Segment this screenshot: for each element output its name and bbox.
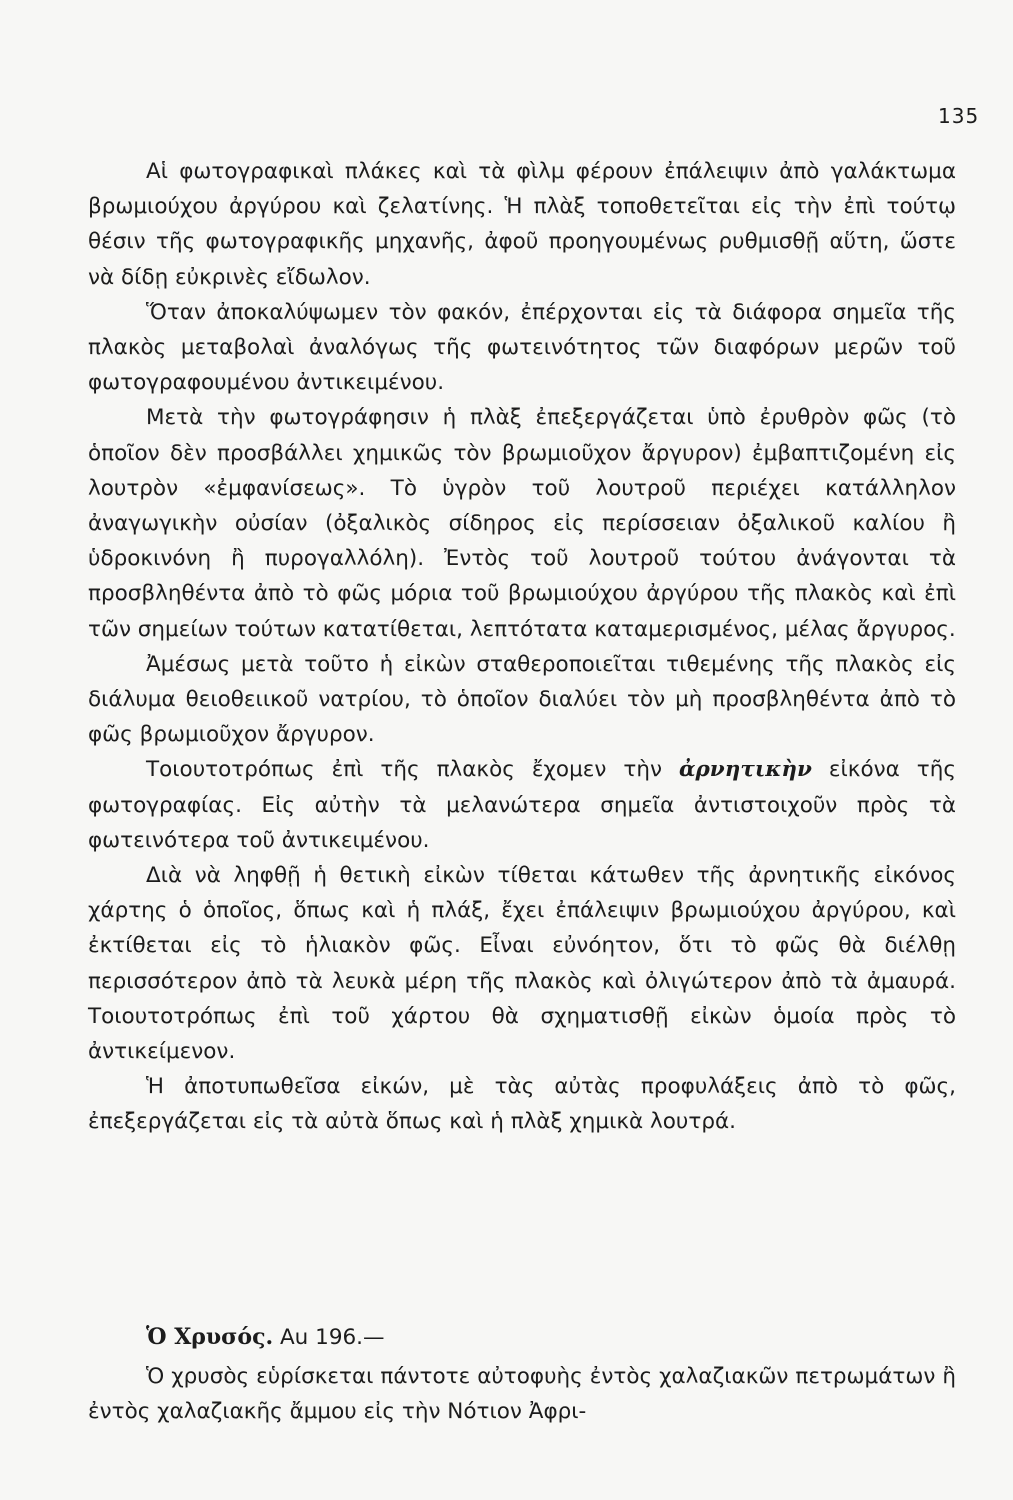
paragraph-negative-image <box>88 752 956 858</box>
paragraph-printed-image: Ἡ ἀποτυπωθεῖσα εἰκών, μὲ τὰς αὐτὰς προφυλάξεις ἀπὸ τὸ φῶς, ἐπεξεργάζεται εἰς τὰ αὐτὰ ὅπως καὶ ἡ πλὰξ χημικὰ λουτρά. <box>88 1074 956 1135</box>
paragraph-lens-exposure: Ὅταν ἀποκαλύψωμεν τὸν φακόν, ἐπέρχονται εἰς τὰ διάφορα σημεῖα τῆς πλακὸς μεταβολαὶ ἀναλόγως τῆς φωτεινότητος τῶν διαφόρων μερῶν τοῦ φωτογραφουμένου ἀντικειμένου. <box>88 299 956 396</box>
paragraph-fixing: Ἀμέσως μετὰ τοῦτο ἡ εἰκὼν σταθεροποιεῖται τιθεμένης τῆς πλακὸς εἰς διάλυμα θειοθειικοῦ νατρίου, τὸ ὁποῖον διαλύει τὸν μὴ προσβληθέντα ἀπὸ τὸ φῶς βρωμιοῦχον ἄργυρον. <box>88 651 956 748</box>
body-text <box>88 154 956 1140</box>
page-number: 135 <box>938 104 980 128</box>
section-title: Ὁ Χρυσός. <box>146 1324 274 1350</box>
paragraph-photographic-plates: Αἱ φωτογραφικαὶ πλάκες καὶ τὰ φὶλμ φέρουν ἐπάλειψιν ἀπὸ γαλάκτωμα βρωμιούχου ἀργύρου καὶ ζελατίνης. Ἡ πλὰξ τοποθετεῖται εἰς τὴν ἐπὶ τούτῳ θέσιν τῆς φωτογραφικῆς μηχανῆς, ἀφοῦ προηγουμένως ρυθμισθῇ αὕτη, ὥστε νὰ δίδῃ εὐκρινὲς εἴδωλον. <box>88 159 956 290</box>
gold-section <box>88 1320 956 1430</box>
section-heading <box>88 1320 956 1355</box>
negative-text-after: εἰκόνα τῆς φωτογραφίας. Εἰς αὐτὴν τὰ μελανώτερα σημεῖα ἀντιστοιχοῦν πρὸς τὰ φωτεινότερα τοῦ ἀντικειμένου. <box>88 757 956 853</box>
negative-emphasis: ἀρνητικὴν <box>678 757 812 783</box>
paragraph-developing: Μετὰ τὴν φωτογράφησιν ἡ πλὰξ ἐπεξεργάζεται ὑπὸ ἐρυθρὸν φῶς (τὸ ὁποῖον δὲν προσβάλλει χημικῶς τὸν βρωμιοῦχον ἄργυρον) ἐμβαπτιζομένη εἰς λουτρὸν «ἐμφανίσεως». Τὸ ὑγρὸν τοῦ λουτροῦ περιέχει κατάλληλον ἀναγωγικὴν οὐσίαν (ὀξαλικὸς σίδηρος εἰς περίσσειαν ὀξαλικοῦ καλίου ἢ ὑδροκινόνη ἢ πυρογαλλόλη). Ἐντὸς τοῦ λουτροῦ τούτου ἀνάγονται τὰ προσβληθέντα ἀπὸ τὸ φῶς μόρια τοῦ βρωμιούχου ἀργύρου τῆς πλακὸς καὶ ἐπὶ τῶν σημείων τούτων κατατίθεται, λεπτότατα καταμερισμένος, μέλας ἄργυρος. <box>88 405 956 642</box>
paragraph-gold: Ὁ χρυσὸς εὑρίσκεται πάντοτε αὐτοφυὴς ἐντὸς χαλαζιακῶν πετρωμάτων ἢ ἐντὸς χαλαζιακῆς ἄμμου εἰς τὴν Νότιον Ἀφρι- <box>88 1364 956 1425</box>
section-symbol: Au 196.— <box>273 1325 385 1350</box>
paragraph-positive-image: Διὰ νὰ ληφθῇ ἡ θετικὴ εἰκὼν τίθεται κάτωθεν τῆς ἀρνητικῆς εἰκόνος χάρτης ὁ ὁποῖος, ὅπως καὶ ἡ πλάξ, ἔχει ἐπάλειψιν βρωμιούχου ἀργύρου, καὶ ἐκτίθεται εἰς τὸ ἡλιακὸν φῶς. Εἶναι εὐνόητον, ὅτι τὸ φῶς θὰ διέλθῃ περισσότερον ἀπὸ τὰ λευκὰ μέρη τῆς πλακὸς καὶ ὀλιγώτερον ἀπὸ τὰ ἀμαυρά. Τοιουτοτρόπως ἐπὶ τοῦ χάρτου θὰ σχηματισθῇ εἰκὼν ὁμοία πρὸς τὸ ἀντικείμενον. <box>88 863 956 1065</box>
negative-text-before: Τοιουτοτρόπως ἐπὶ τῆς πλακὸς ἔχομεν τὴν <box>146 757 679 783</box>
